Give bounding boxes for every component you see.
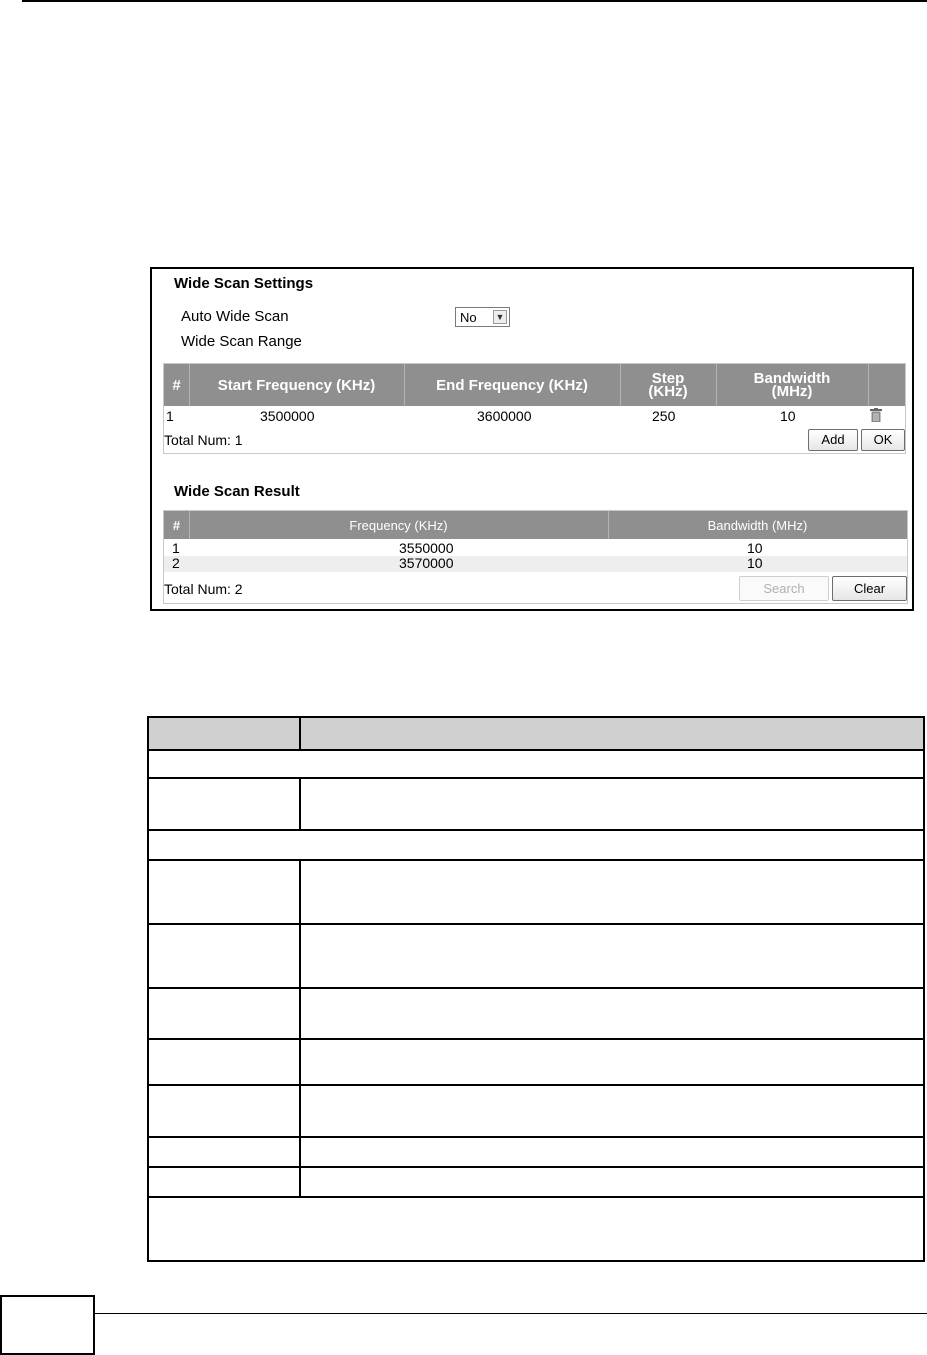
range-col-end: End Frequency (KHz)	[436, 376, 588, 394]
trash-icon[interactable]	[870, 408, 882, 422]
description-table-header	[149, 718, 923, 751]
result-total-num: Total Num: 2	[164, 581, 243, 597]
range-col-start: Start Frequency (KHz)	[217, 376, 376, 394]
result-table-header	[164, 511, 907, 539]
result-row-index: 1	[172, 540, 180, 556]
result-col-bandwidth: Bandwidth (MHz)	[707, 517, 808, 533]
range-row-step: 250	[652, 408, 676, 424]
range-row-bandwidth: 10	[780, 408, 796, 424]
auto-wide-scan-select[interactable]	[455, 307, 510, 327]
column-divider	[299, 718, 301, 751]
auto-wide-scan-value: No	[460, 310, 477, 325]
result-row-frequency: 3550000	[399, 540, 454, 556]
row-divider	[149, 859, 923, 861]
column-divider	[299, 860, 301, 1198]
field-description-table	[147, 716, 925, 1262]
wide-scan-settings-title: Wide Scan Settings	[174, 275, 314, 292]
row-divider	[149, 923, 923, 925]
search-button[interactable]: Search	[739, 576, 829, 601]
wide-scan-range-label: Wide Scan Range	[181, 333, 302, 350]
range-col-step: Step (KHz)	[648, 370, 688, 400]
table-row	[164, 556, 907, 572]
row-divider	[149, 1166, 923, 1168]
auto-wide-scan-label: Auto Wide Scan	[181, 308, 289, 325]
range-table-header	[164, 364, 905, 406]
range-total-num: Total Num: 1	[164, 432, 243, 448]
column-divider	[299, 778, 301, 831]
row-divider	[149, 1136, 923, 1138]
range-row-start: 3500000	[260, 408, 315, 424]
range-col-index: #	[172, 376, 181, 394]
result-row-bandwidth: 10	[747, 540, 763, 556]
row-divider	[149, 829, 923, 831]
range-col-bandwidth: Bandwidth (MHz)	[753, 370, 831, 400]
result-row-frequency: 3570000	[399, 555, 454, 571]
row-divider	[149, 1084, 923, 1086]
row-divider	[149, 777, 923, 779]
wide-scan-result-table	[163, 510, 908, 604]
page-number-box	[0, 1295, 95, 1355]
top-rule	[22, 0, 927, 2]
result-row-bandwidth: 10	[747, 555, 763, 571]
result-col-index: #	[172, 517, 181, 533]
wide-scan-result-title: Wide Scan Result	[174, 483, 300, 500]
wide-scan-screenshot	[150, 267, 914, 611]
result-col-frequency: Frequency (KHz)	[349, 517, 448, 533]
clear-button[interactable]: Clear	[832, 576, 907, 601]
wide-scan-range-table	[163, 363, 906, 454]
footer-rule	[95, 1313, 927, 1314]
row-divider	[149, 1196, 923, 1198]
table-row	[164, 540, 907, 556]
result-row-index: 2	[172, 555, 180, 571]
range-row-end: 3600000	[477, 408, 532, 424]
row-divider	[149, 1038, 923, 1040]
chevron-down-icon[interactable]: ▼	[493, 310, 507, 324]
row-divider	[149, 987, 923, 989]
range-row-index: 1	[166, 408, 174, 424]
ok-button[interactable]: OK	[861, 429, 905, 451]
add-button[interactable]: Add	[808, 429, 858, 451]
